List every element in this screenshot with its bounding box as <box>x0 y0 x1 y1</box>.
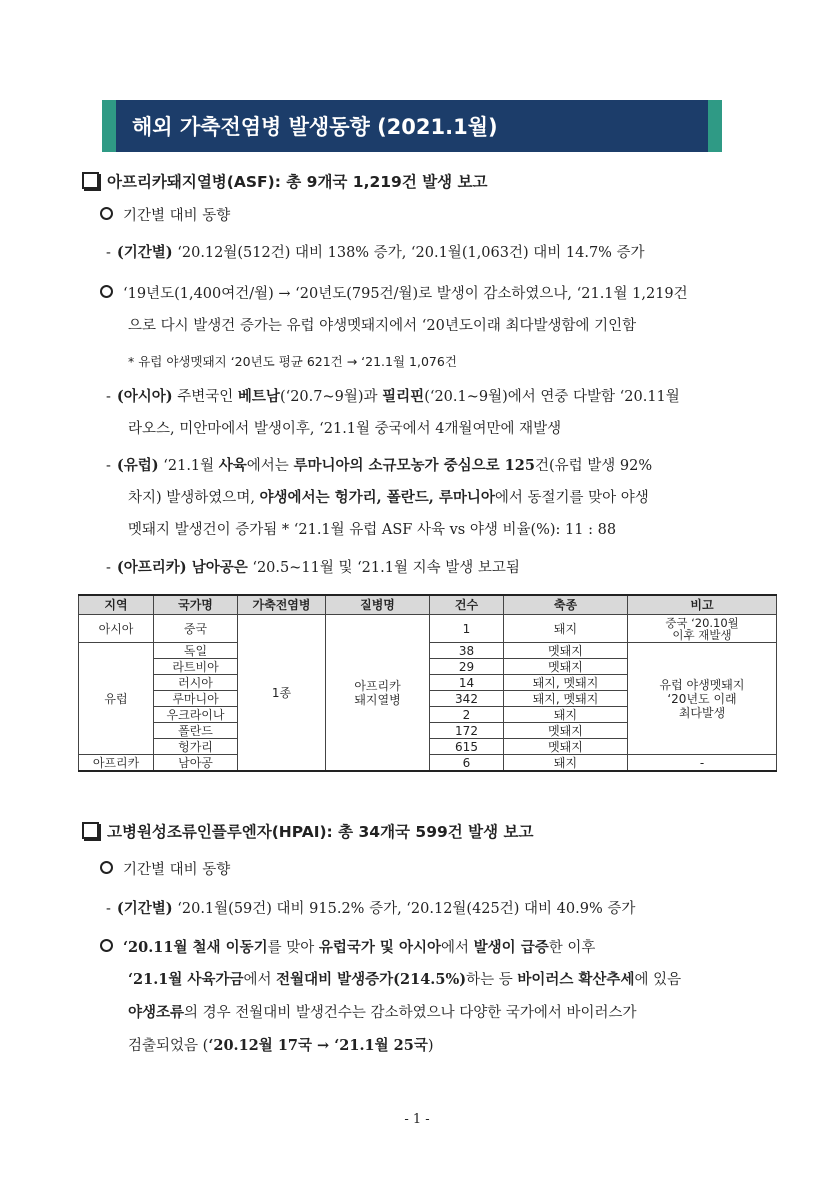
count-cell: 172 <box>430 723 504 739</box>
country-cell: 라트비아 <box>154 659 238 675</box>
title-right-stripe <box>708 100 722 152</box>
country-cell: 폴란드 <box>154 723 238 739</box>
asf-africa-line: - (아프리카) 남아공은 ‘20.5~11월 및 ‘21.1월 지속 발생 보고됨 <box>106 559 520 576</box>
count-cell: 6 <box>430 755 504 772</box>
count-cell: 615 <box>430 739 504 755</box>
species-cell: 돼지, 멧돼지 <box>504 691 628 707</box>
circle-bullet-icon <box>100 207 113 220</box>
table-header: 지역 <box>79 595 154 615</box>
page-title: 해외 가축전염병 발생동향 (2021.1월) <box>116 100 708 152</box>
country-cell: 우크라이나 <box>154 707 238 723</box>
asf-trend-line1: ‘19년도(1,400여건/월) → ‘20년도(795건/월)로 발생이 감소하였으나, ‘21.1월 1,219건 <box>100 284 688 304</box>
hpai-period-line: - (기간별) ‘20.1월(59건) 대비 915.2% 증가, ‘20.12월(425건) 대비 40.9% 증가 <box>106 900 636 917</box>
disease-name-cell: 아프리카 돼지열병 <box>326 615 430 772</box>
species-cell: 멧돼지 <box>504 643 628 659</box>
table-header: 비고 <box>628 595 777 615</box>
count-cell: 342 <box>430 691 504 707</box>
count-cell: 1 <box>430 615 504 643</box>
asf-heading: 아프리카돼지열병(ASF): 총 9개국 1,219건 발생 보고 <box>82 172 487 192</box>
asf-incidence-table <box>78 594 777 772</box>
asf-asia-line1: - (아시아) 주변국인 베트남(‘20.7~9월)과 필리핀(‘20.1~9월)에서 연중 다발함 ‘20.11월 <box>106 388 680 405</box>
country-cell: 루마니아 <box>154 691 238 707</box>
asf-note: * 유럽 야생멧돼지 ‘20년도 평균 621건 → ‘21.1월 1,076건 <box>128 354 457 369</box>
circle-bullet-icon <box>100 285 113 298</box>
country-cell: 중국 <box>154 615 238 643</box>
asf-asia-line2: 라오스, 미안마에서 발생이후, ‘21.1월 중국에서 4개월여만에 재발생 <box>128 421 562 437</box>
country-cell: 헝가리 <box>154 739 238 755</box>
square-bullet-icon <box>82 172 99 189</box>
country-cell: 독일 <box>154 643 238 659</box>
species-cell: 멧돼지 <box>504 739 628 755</box>
count-cell: 38 <box>430 643 504 659</box>
asf-eu-line2: 차지) 발생하였으며, 야생에서는 헝가리, 폴란드, 루마니아에서 동절기를 맞아 야생 <box>128 489 649 506</box>
hpai-period-label: 기간별 대비 동향 <box>100 860 230 880</box>
species-cell: 돼지 <box>504 707 628 723</box>
species-cell: 멧돼지 <box>504 723 628 739</box>
count-cell: 14 <box>430 675 504 691</box>
hpai-trend-line1: ‘20.11월 철새 이동기를 맞아 유럽국가 및 아시아에서 발생이 급증한 이후 <box>100 938 595 958</box>
hpai-trend-line2: ‘21.1월 사육가금에서 전월대비 발생증가(214.5%)하는 등 바이러스 확산추세에 있음 <box>128 971 682 988</box>
species-cell: 멧돼지 <box>504 659 628 675</box>
species-cell: 돼지 <box>504 615 628 643</box>
disease-type-cell: 1종 <box>238 615 326 772</box>
region-cell: 아시아 <box>79 615 154 643</box>
country-cell: 남아공 <box>154 755 238 772</box>
table-header-row <box>79 595 777 615</box>
asf-eu-line1: - (유럽) ‘21.1월 사육에서는 루마니아의 소규모농가 중심으로 125건(유럽 발생 92% <box>106 457 653 474</box>
note-cell: - <box>628 755 777 772</box>
asf-period-label: 기간별 대비 동향 <box>100 206 230 226</box>
table-header: 질병명 <box>326 595 430 615</box>
note-cell: 유럽 야생멧돼지 ‘20년도 이래 최다발생 <box>628 643 777 755</box>
square-bullet-icon <box>82 822 99 839</box>
species-cell: 돼지 <box>504 755 628 772</box>
region-cell: 유럽 <box>79 643 154 755</box>
table-header: 축종 <box>504 595 628 615</box>
asf-eu-line3: 멧돼지 발생건이 증가됨 * ‘21.1월 유럽 ASF 사육 vs 야생 비율(%): 11 : 88 <box>128 522 617 538</box>
table-row <box>79 615 777 643</box>
circle-bullet-icon <box>100 939 113 952</box>
hpai-trend-line4: 검출되었음 (‘20.12월 17국 → ‘21.1월 25국) <box>128 1037 434 1054</box>
title-left-stripe <box>102 100 116 152</box>
circle-bullet-icon <box>100 861 113 874</box>
count-cell: 29 <box>430 659 504 675</box>
species-cell: 돼지, 멧돼지 <box>504 675 628 691</box>
title-banner <box>102 100 722 152</box>
hpai-trend-line3: 야생조류의 경우 전월대비 발생건수는 감소하였으나 다양한 국가에서 바이러스가 <box>128 1004 637 1021</box>
table-header: 건수 <box>430 595 504 615</box>
asf-period-line: - (기간별) ‘20.12월(512건) 대비 138% 증가, ‘20.1월(1,063건) 대비 14.7% 증가 <box>106 244 645 261</box>
table-header: 국가명 <box>154 595 238 615</box>
region-cell: 아프리카 <box>79 755 154 772</box>
hpai-heading: 고병원성조류인플루엔자(HPAI): 총 34개국 599건 발생 보고 <box>82 822 533 842</box>
country-cell: 러시아 <box>154 675 238 691</box>
note-cell: 중국 ‘20.10월 이후 재발생 <box>628 615 777 643</box>
table-header: 가축전염병 <box>238 595 326 615</box>
count-cell: 2 <box>430 707 504 723</box>
asf-trend-line2: 으로 다시 발생건 증가는 유럽 야생멧돼지에서 ‘20년도이래 최다발생함에 기인함 <box>128 318 637 334</box>
page-number: - 1 - <box>404 1112 430 1127</box>
